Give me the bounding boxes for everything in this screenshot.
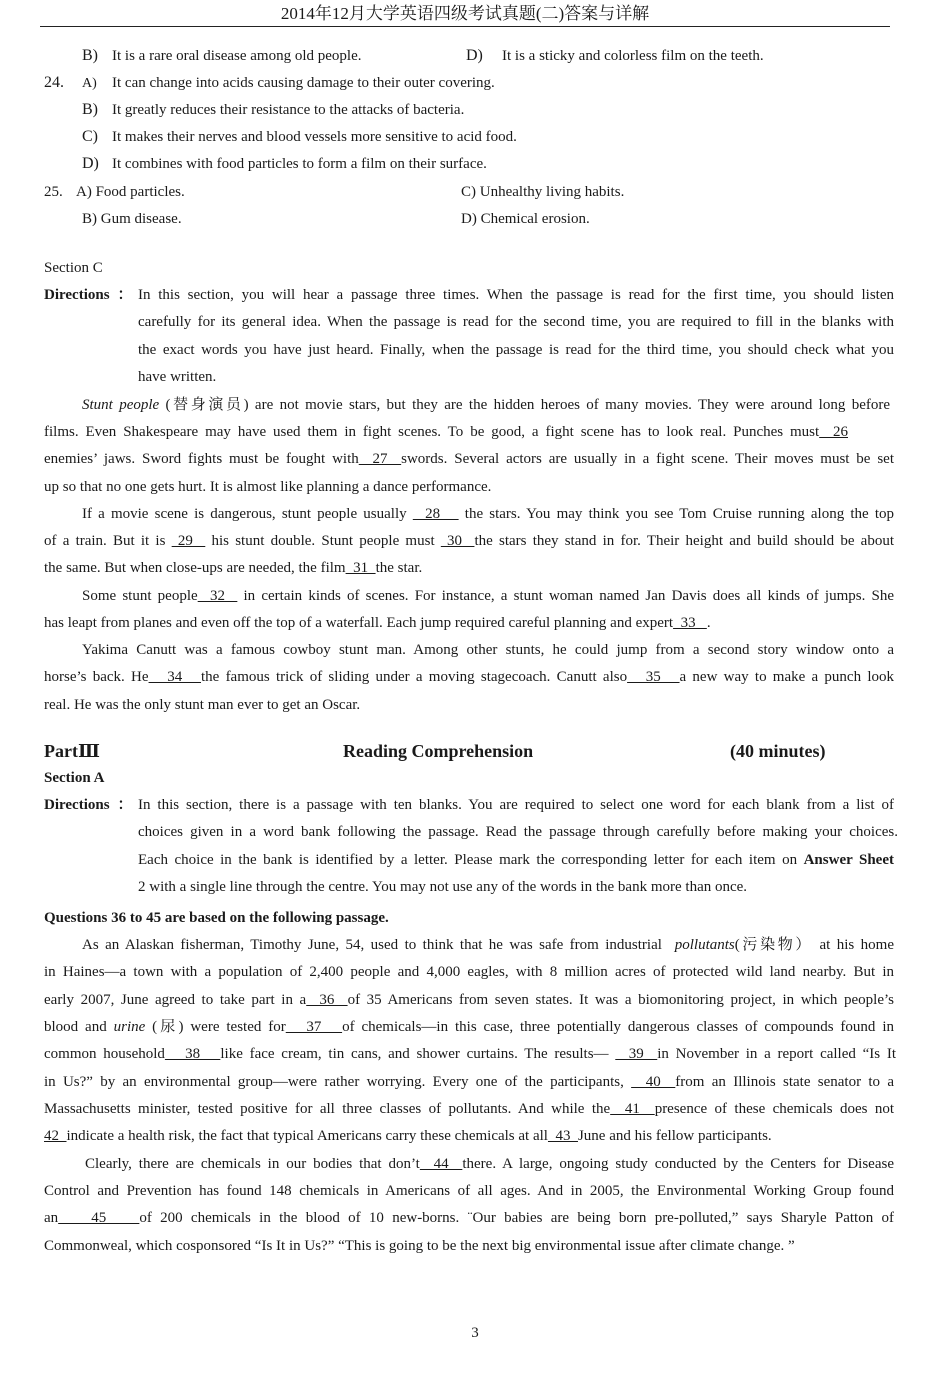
passage-a-line: in Us?” by an environmental group—were rather worrying. Every one of the participants, 40 from an Illinois state senator to a [44,1074,894,1090]
passage-c-line: Stunt people (替身演员) are not movie stars, but they are the hidden heroes of many movies. They were around long before [82,397,890,413]
q23-option-b: B) It is a rare oral disease among old people. [82,47,362,64]
blank-27[interactable]: 27 [358,451,402,467]
blank-33[interactable]: 33 [673,615,707,631]
blank-36[interactable]: 36 [306,992,348,1008]
blank-45[interactable]: 45 [58,1210,140,1226]
page-number: 3 [471,1325,479,1341]
blank-28[interactable]: 28 [412,506,459,522]
passage-c-line: real. He was the only stunt man ever to get an Oscar. [44,697,361,713]
blank-34[interactable]: 34 [148,669,201,685]
blank-31[interactable]: 31 [345,560,376,576]
passage-a-line: early 2007, June agreed to take part in a 36 of 35 Americans from seven states. It was a biomonitoring project, in which people’s [44,992,894,1008]
passage-c-line: If a movie scene is dangerous, stunt people usually 28 the stars. You may think you see Tom Cruise running along the top [82,506,895,522]
header-rule [40,26,890,27]
passage-a-line: common household 38 like face cream, tin cans, and shower curtains. The results— 39 in November in a report called “Is It [44,1046,897,1062]
part-label: PartⅢ [44,741,100,761]
section-a-directions-line-4: 2 with a single line through the centre. You may not use any of the words in the bank more than once. [138,879,748,895]
passage-c-line: films. Even Shakespeare may have used them in fight scenes. To be good, a fight scene has to look real. Punches must 26 [44,424,848,440]
part-title: Reading Comprehension [343,741,534,761]
section-c-directions-label: Directions ： [44,287,133,303]
blank-39[interactable]: 39 [615,1046,658,1062]
blank-42[interactable]: 42 [44,1128,67,1144]
section-a-directions-label: Directions ： [44,797,133,813]
page-header-title: 2014年12月大学英语四级考试真题(二)答案与详解 [280,4,650,23]
passage-a-line: in Haines—a town with a population of 2,400 people and 4,000 eagles, with 8 million acres of protected wild land nearby. But in [44,964,894,980]
passage-a-line: Massachusetts minister, tested positive for all three classes of pollutants. And while the 41 presence of these chemicals does not [44,1101,894,1117]
passage-c-line: of a train. But it is 29 his stunt double. Stunt people must 30 the stars they stand in for. Their height and build should be about [44,533,895,549]
passage-a-line: an 45 of 200 chemicals in the blood of 10 new-borns. ¨Our babies are being born pre-polluted,” says Sharyle Patton of [44,1210,894,1226]
section-a-directions-line-1: In this section, there is a passage with ten blanks. You are required to select one word for each blank from a list of [138,797,894,813]
blank-41[interactable]: 41 [610,1101,655,1117]
section-c-directions-line-4: have written. [138,369,217,385]
blank-43[interactable]: 43 [547,1128,578,1144]
section-a-directions-line-3: Each choice in the bank is identified by a letter. Please mark the corresponding letter for each item on Answer Sheet [138,852,894,868]
passage-a-line: As an Alaskan fisherman, Timothy June, 54, used to think that he was safe from industrial pollutants(污染物） at his home [82,937,894,953]
section-c-directions-line-2: carefully for its general idea. When the passage is read for the second time, you are required to fill in the blanks with [138,314,894,330]
blank-37[interactable]: 37 [285,1019,343,1035]
q25-option-a: A) Food particles. [76,184,185,200]
blank-32[interactable]: 32 [197,588,238,604]
blank-44[interactable]: 44 [419,1156,463,1172]
q25-number: 25. [44,184,63,200]
passage-c-line: enemies’ jaws. Sword fights must be fought with 27 swords. Several actors are usually in a fight scene. Their moves must be set [44,451,894,467]
section-a-directions-line-2: choices given in a word bank following the passage. Read the passage through carefully before making your choices. [138,824,898,840]
passage-a-line: blood and urine (尿) were tested for 37 of chemicals—in this case, three potentially dangerous classes of compounds found in [44,1019,894,1035]
passage-c-line: Yakima Canutt was a famous cowboy stunt man. Among other stunts, he could jump from a second story window onto a [82,642,894,658]
blank-38[interactable]: 38 [164,1046,221,1062]
q25-option-d: D) Chemical erosion. [461,211,590,227]
passage-c-line: the same. But when close-ups are needed, the film 31 the star. [44,560,423,576]
q24-option-b: B) It greatly reduces their resistance to the attacks of bacteria. [82,101,465,118]
blank-26[interactable]: 26 [819,424,848,440]
section-a-title: Section A [44,770,105,786]
section-c-title: Section C [44,260,103,276]
passage-a-line: 42 indicate a health risk, the fact that typical Americans carry these chemicals at all 43 June and his fellow participants. [44,1128,772,1144]
section-c-directions-line-1: In this section, you will hear a passage three times. When the passage is read for the first time, you should listen [138,287,894,303]
q24-option-a: A) It can change into acids causing damage to their outer covering. [82,75,495,91]
section-c-directions-line-3: the exact words you have just heard. Finally, when the passage is read for the third time, you should check what you [138,342,894,358]
passage-a-line: Clearly, there are chemicals in our bodies that don’t 44 there. A large, ongoing study conducted by the Centers for Disease [85,1156,894,1172]
blank-40[interactable]: 40 [631,1074,676,1090]
q24-option-d: D) It combines with food particles to form a film on their surface. [82,155,487,172]
questions-heading: Questions 36 to 45 are based on the following passage. [44,910,389,926]
q23-option-d: D) It is a sticky and colorless film on the teeth. [466,47,764,64]
part-time: (40 minutes) [730,741,826,761]
q24-number: 24. [44,74,64,91]
passage-c-line: up so that no one gets hurt. It is almost like planning a dance performance. [44,479,492,495]
blank-29[interactable]: 29 [171,533,206,549]
blank-30[interactable]: 30 [440,533,475,549]
passage-c-line: horse’s back. He 34 the famous trick of sliding under a moving stagecoach. Canutt also 35 a new way to make a punch look [44,669,894,685]
passage-a-line: Commonweal, which cosponsored “Is It in Us?” “This is going to be the next big environmental issue after climate change. ” [44,1238,795,1254]
passage-a-line: Control and Prevention has found 148 chemicals in Americans of all ages. And in 2005, the Environmental Working Group found [44,1183,894,1199]
blank-35[interactable]: 35 [627,669,680,685]
q25-option-b: B) Gum disease. [82,211,182,227]
passage-c-line: Some stunt people 32 in certain kinds of scenes. For instance, a stunt woman named Jan Davis does all kinds of jumps. She [82,588,894,604]
q24-option-c: C) It makes their nerves and blood vessels more sensitive to acid food. [82,128,517,145]
passage-c-line: has leapt from planes and even off the top of a waterfall. Each jump required careful planning and expert 33 . [44,615,711,631]
q25-option-c: C) Unhealthy living habits. [461,184,625,200]
